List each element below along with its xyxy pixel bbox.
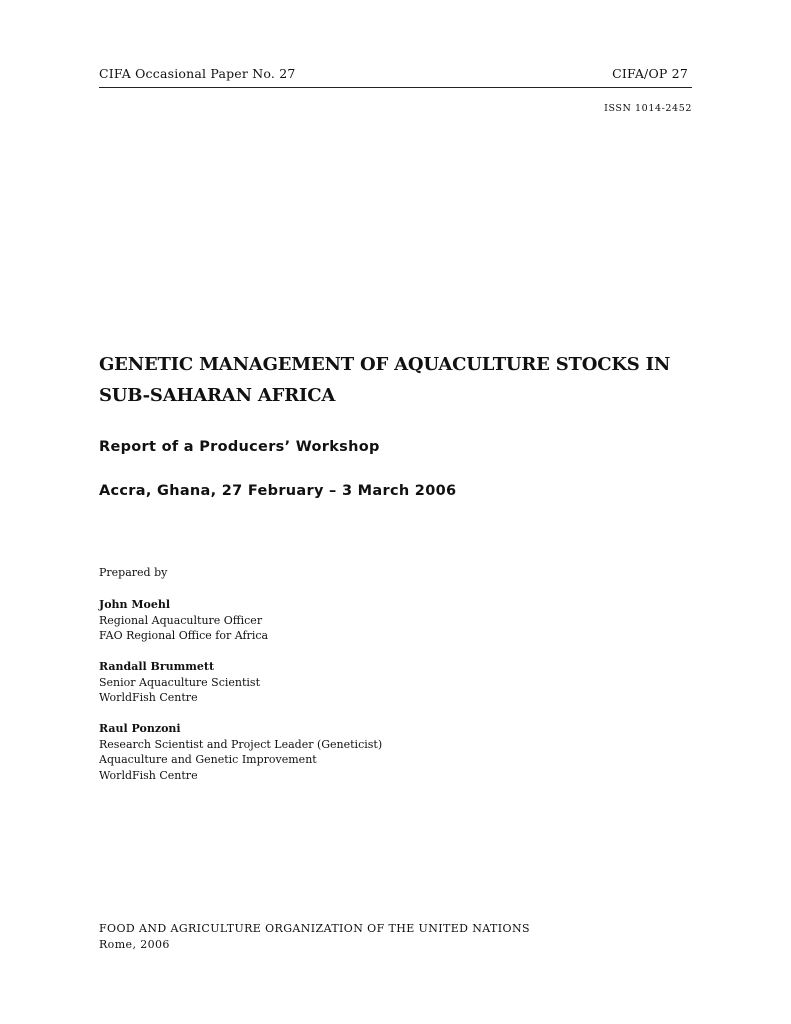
- author-affiliation: WorldFish Centre: [99, 691, 198, 704]
- author-affiliation: FAO Regional Office for Africa: [99, 629, 269, 642]
- author-block: [99, 659, 260, 706]
- prepared-by-label: Prepared by: [99, 566, 168, 579]
- author-name: Randall Brummett: [99, 660, 215, 673]
- header-divider: [99, 87, 692, 88]
- series-code: CIFA/OP 27: [612, 66, 688, 81]
- issn-number: ISSN 1014-2452: [604, 103, 692, 114]
- document-title-line-1: GENETIC MANAGEMENT OF AQUACULTURE STOCKS IN: [99, 354, 671, 375]
- workshop-place-date: Accra, Ghana, 27 February – 3 March 2006: [99, 483, 457, 499]
- publisher-name: FOOD AND AGRICULTURE ORGANIZATION OF THE UNITED NATIONS: [99, 922, 530, 935]
- author-name: John Moehl: [99, 598, 171, 611]
- document-title: [99, 349, 719, 411]
- author-role: Senior Aquaculture Scientist: [99, 675, 260, 689]
- author-block: [99, 721, 382, 783]
- author-name: Raul Ponzoni: [99, 722, 181, 735]
- author-block: [99, 597, 268, 644]
- author-role: Research Scientist and Project Leader (Geneticist): [99, 737, 383, 751]
- author-affiliation: WorldFish Centre: [99, 768, 198, 782]
- document-subtitle: Report of a Producers’ Workshop: [99, 439, 380, 455]
- publication-place-year: Rome, 2006: [99, 938, 170, 951]
- author-program: Aquaculture and Genetic Improvement: [99, 753, 317, 766]
- author-role: Regional Aquaculture Officer: [99, 613, 263, 627]
- series-title: CIFA Occasional Paper No. 27: [99, 66, 296, 81]
- document-title-line-2: SUB-SAHARAN AFRICA: [99, 385, 336, 406]
